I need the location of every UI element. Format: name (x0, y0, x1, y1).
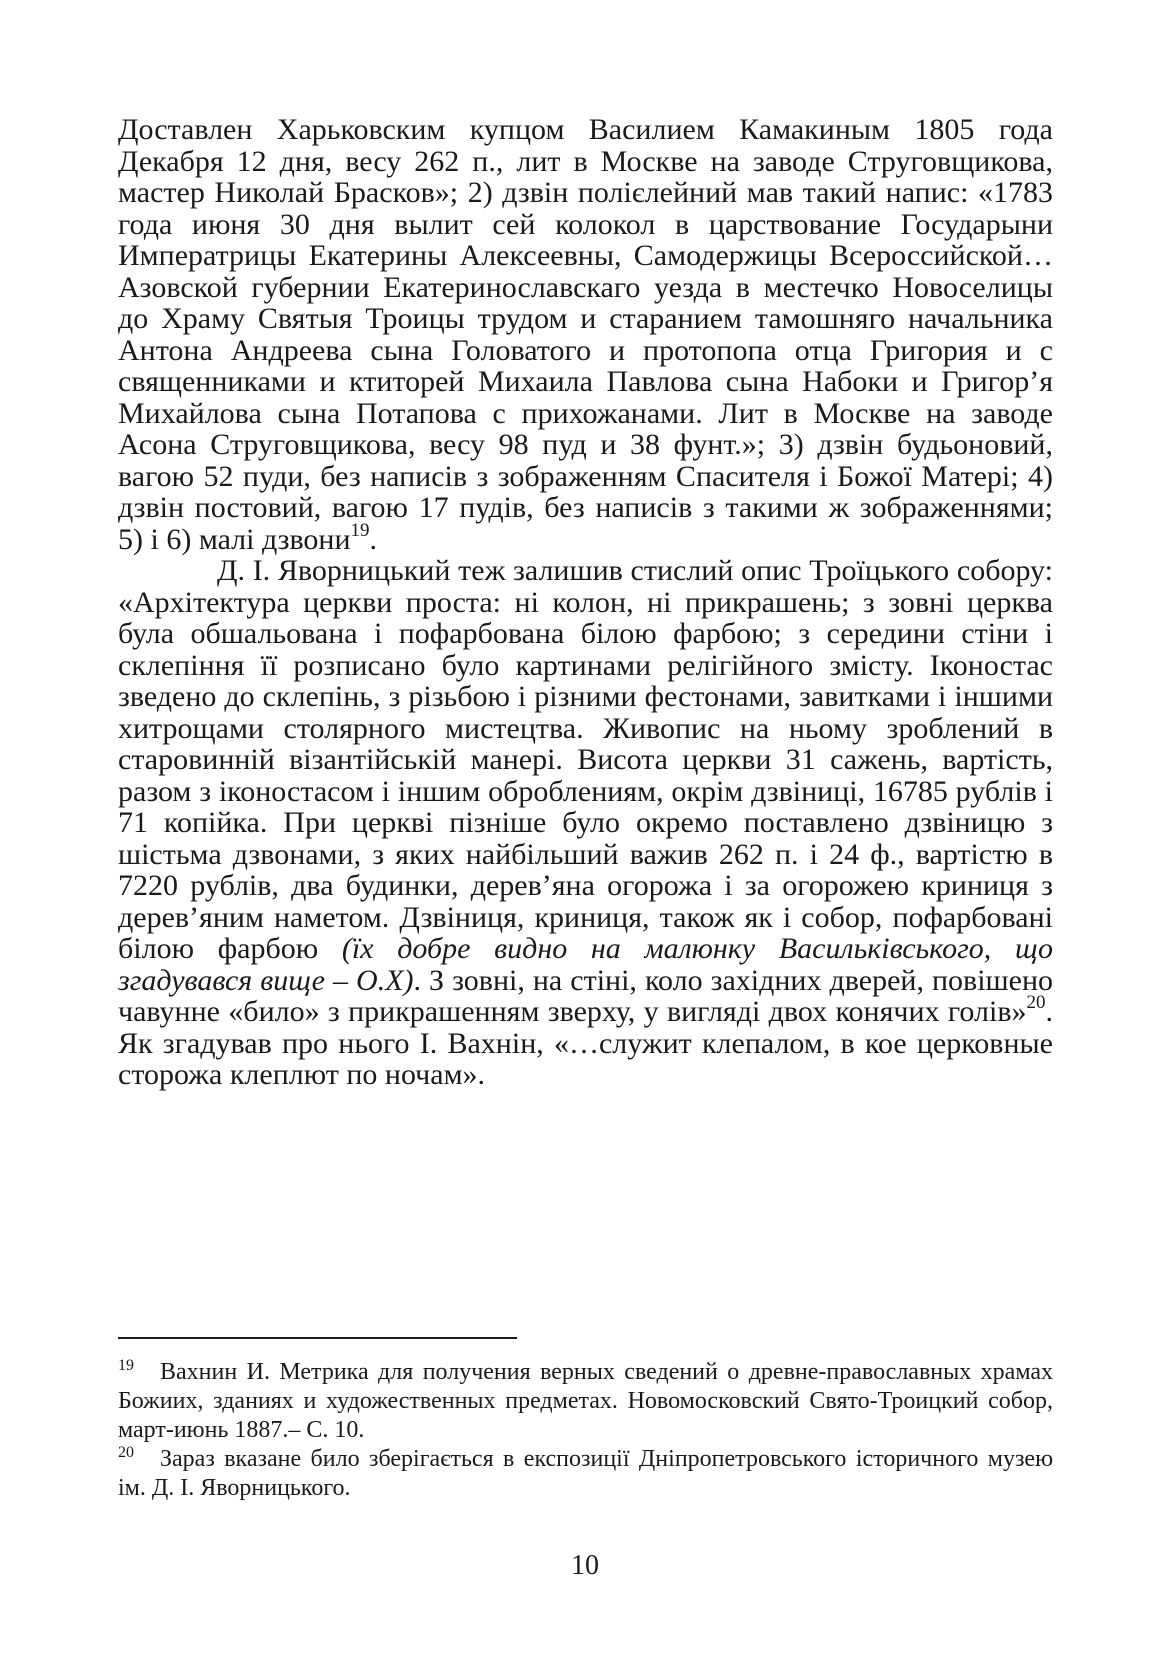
paragraph-text-end: . Як згадував про нього І. Вахнін, «…служит клепалом, в кое церковные сторожа клеплют по ночам». (118, 995, 1053, 1091)
footnote-reference[interactable]: 20 (1026, 992, 1046, 1013)
footnote-separator (118, 1337, 517, 1339)
footnotes (118, 1358, 1053, 1503)
paragraph-text-end: . (369, 522, 378, 556)
footnote-reference[interactable]: 19 (350, 519, 370, 541)
paragraph-text-continued: . З зовні, на стіні, коло західних дверей, повішено чавунне «било» з прикрашенням зверху, у вигляді двох конячих голів» (118, 963, 1053, 1028)
footnote-item: 19 Вахнин И. Метрика для получения верных сведений о древне-православных храмах Божиих, зданиях и художественных предметах. Новомосковский Свято-Троицкий собор, март-июнь 1887.– С. 10. (118, 1357, 1053, 1443)
paragraph-text: Д. І. Яворницький теж залишив стислий опис Троїцького собору: «Архітектура церкви проста: ні колон, ні прикрашень; з зовні церква була обшальована і пофарбована білою фарбою; з середини стіни і склепіння її розписано було картинами релігійного змісту. Іконостас зведено до склепінь, з різьбою і різними фестонами, завитками і іншими хитрощами столярного мистецтва. Живопис на ньому зроблений в старовинній візантійській манері. Висота церкви 31 сажень, вартість, разом з іконостасом і іншим оброблениям, окрім дзвіниці, 16785 рублів і 71 копійка. При церкві пізніше було окремо поставлено дзвіницю з шістьма дзвонами, з яких найбільший важив 262 п. і 24 ф., вартістю в 7220 рублів, два будинки, дерев’яна огорожа і за огорожею криниця з дерев’яним наметом. Дзвіниця, криниця, також як і собор, пофарбовані білою фарбою (118, 554, 1053, 965)
paragraph-yavornytsky-description (118, 555, 1053, 1091)
paragraph-text: Доставлен Харьковским купцом Василием Камакиным 1805 года Декабря 12 дня, весу 262 п., лит в Москве на заводе Струговщикова, мастер Николай Брасков»; 2) дзвін полієлейний мав такий напис: «1783 года июня 30 дня вылит сей колокол в царствование Государыни Императрицы Екатерины Алексеевны, Самодержицы Всероссийской… Азовской губернии Екатеринославскаго уезда в местечко Новоселицы до Храму Святыя Троицы трудом и старанием тамошняго начальника Антона Андреева сына Головатого и протопопа отца Григория и с священниками и ктиторей Михаила Павлова сына Набоки и Григор’я Михайлова сына Потапова с прихожанами. Лит в Москве на заводе Асона Струговщикова, весу 98 пуд и 38 фунт.»; 3) дзвін будьоновий, вагою 52 пуди, без написів з зображенням Спасителя і Божої Матері; 4) дзвін постовий, вагою 17 пудів, без написів з такими ж зображеннями; 5) і 6) малі дзвони (118, 113, 1053, 556)
page-number: 10 (571, 1550, 599, 1581)
footnote-text: Вахнин И. Метрика для получения верных сведений о древне-православных храмах Божиих, зданиях и художественных предметах. Новомосковский Свято-Троицкий собор, март-июнь 1887.– С. 10. (118, 1359, 1053, 1443)
footnote-item: 20 Зараз вказане било зберігається в експозиції Дніпропетровського історичного музею ім. Д. І. Яворницького. (118, 1444, 1053, 1501)
paragraph-bells-inscriptions (118, 114, 1053, 555)
main-text (118, 114, 1053, 1091)
footnote-text: Зараз вказане било зберігається в експозиції Дніпропетровського історичного музею ім. Д. І. Яворницького. (118, 1446, 1053, 1501)
italic-author-note: (їх добре видно на малюнку Васильківського, що згадувався вище – О.Х) (118, 932, 1054, 997)
